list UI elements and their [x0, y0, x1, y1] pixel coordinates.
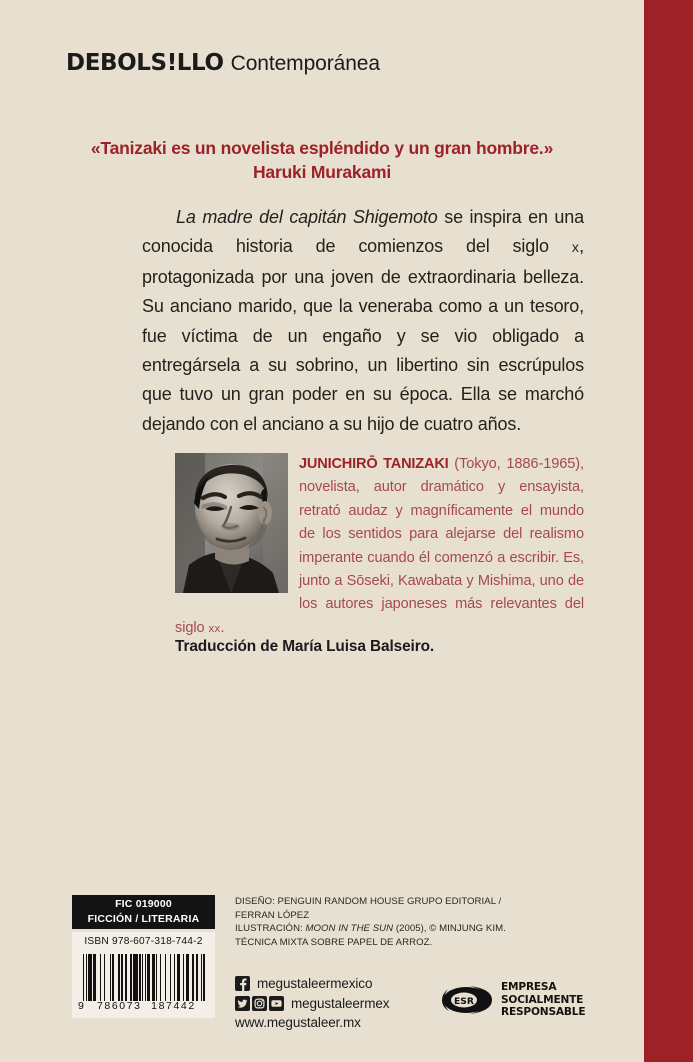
- pull-quote-text: «Tanizaki es un novelista espléndido y un gran hombre.»: [90, 138, 554, 158]
- author-portrait: [175, 453, 288, 593]
- credits-design-line-1: DISEÑO: PENGUIN RANDOM HOUSE GRUPO EDITORIAL /: [235, 896, 502, 907]
- svg-text:ESR: ESR: [454, 996, 474, 1007]
- credits-illustration-prefix: ILUSTRACIÓN:: [235, 923, 306, 935]
- isbn-number: 978-607-318-744-2: [111, 936, 203, 947]
- author-century-numeral: xx: [208, 622, 221, 635]
- multi-social-handle[interactable]: megustaleermex: [291, 996, 390, 1011]
- twitter-icon[interactable]: [235, 996, 250, 1011]
- synopsis-paragraph: [142, 203, 584, 439]
- synopsis-part-two: , protagonizada por una joven de extraordinaria belleza. Su anciano marido, que la veneraba como a un tesoro, fue víctima de un engaño y se vio obligado a entregársela a su sobrino, un libertino sin escrúpulos que tuvo un gran poder en su época. Ella se marchó dejando con el anciano a su hijo de cuatro años.: [142, 236, 584, 434]
- esr-line-3: RESPONSABLE: [501, 1006, 586, 1019]
- credits-technique-line: TÉCNICA MIXTA SOBRE PAPEL DE ARROZ.: [235, 936, 433, 948]
- facebook-handle[interactable]: megustaleermexico: [257, 976, 373, 991]
- spine-color-strip: [644, 0, 693, 1062]
- esr-line-2: SOCIALMENTE: [501, 993, 584, 1006]
- author-bio-block: [175, 453, 584, 641]
- credits-design-line-2: FERRAN LÓPEZ: [235, 909, 310, 921]
- book-title-italic: La madre del capitán Shigemoto: [176, 207, 438, 227]
- esr-text: [501, 981, 585, 1018]
- barcode-bars: [83, 954, 205, 1001]
- facebook-icon[interactable]: [235, 976, 250, 991]
- bisac-code: FIC 019000: [115, 898, 172, 910]
- translator-credit: Traducción de María Luisa Balseiro.: [175, 638, 435, 655]
- imprint-collection-name: Contemporánea: [230, 52, 380, 75]
- credits-illustration-line: [235, 922, 535, 936]
- credits-illustration-suffix: (2005), © MINJUNG KIM.: [393, 923, 506, 935]
- bisac-category-box: [72, 895, 215, 929]
- imprint-brand-name: DEBOLS!LLO: [66, 50, 224, 76]
- author-name: JUNICHIRŌ TANIZAKI: [299, 456, 449, 472]
- instagram-icon[interactable]: [252, 996, 267, 1011]
- esr-logo: [440, 977, 590, 1023]
- synopsis-part-one: se inspira en una conocida historia de comienzos del siglo: [142, 207, 584, 257]
- barcode-block: [72, 932, 215, 1018]
- pull-quote: [66, 136, 578, 184]
- barcode-digit-group-mid: 786073: [96, 1000, 142, 1012]
- author-dates: (Tokyo, 1886-1965),: [448, 456, 584, 472]
- website-url[interactable]: www.megustaleer.mx: [235, 1015, 361, 1030]
- esr-line-1: EMPRESA: [501, 981, 557, 994]
- barcode-digit-group-left: 9: [78, 1000, 86, 1012]
- esr-mark-icon: [440, 980, 496, 1020]
- bisac-category: FICCIÓN / LITERARIA: [87, 913, 200, 925]
- youtube-icon[interactable]: [269, 996, 284, 1011]
- isbn-label: ISBN: [84, 936, 109, 947]
- barcode-digits: [72, 1000, 215, 1012]
- imprint-logo: [66, 50, 380, 76]
- barcode-digit-group-right: 187442: [151, 1000, 196, 1012]
- author-bio-period: .: [220, 619, 225, 636]
- credits-illustration-title: MOON IN THE SUN: [305, 923, 394, 935]
- production-credits: [235, 895, 535, 949]
- pull-quote-attribution: Haruki Murakami: [252, 162, 392, 182]
- century-numeral: x: [571, 239, 580, 256]
- author-bio-body: novelista, autor dramático y ensayista, retrató audaz y magníficamente el mundo de los sentidos para alejarse del realismo imperante cuando él comenzó a escribir. Es, junto a Sōseki, Kawabata y Mishima, uno de los autores japoneses más relevantes del siglo: [175, 479, 584, 636]
- isbn-line: [72, 936, 215, 947]
